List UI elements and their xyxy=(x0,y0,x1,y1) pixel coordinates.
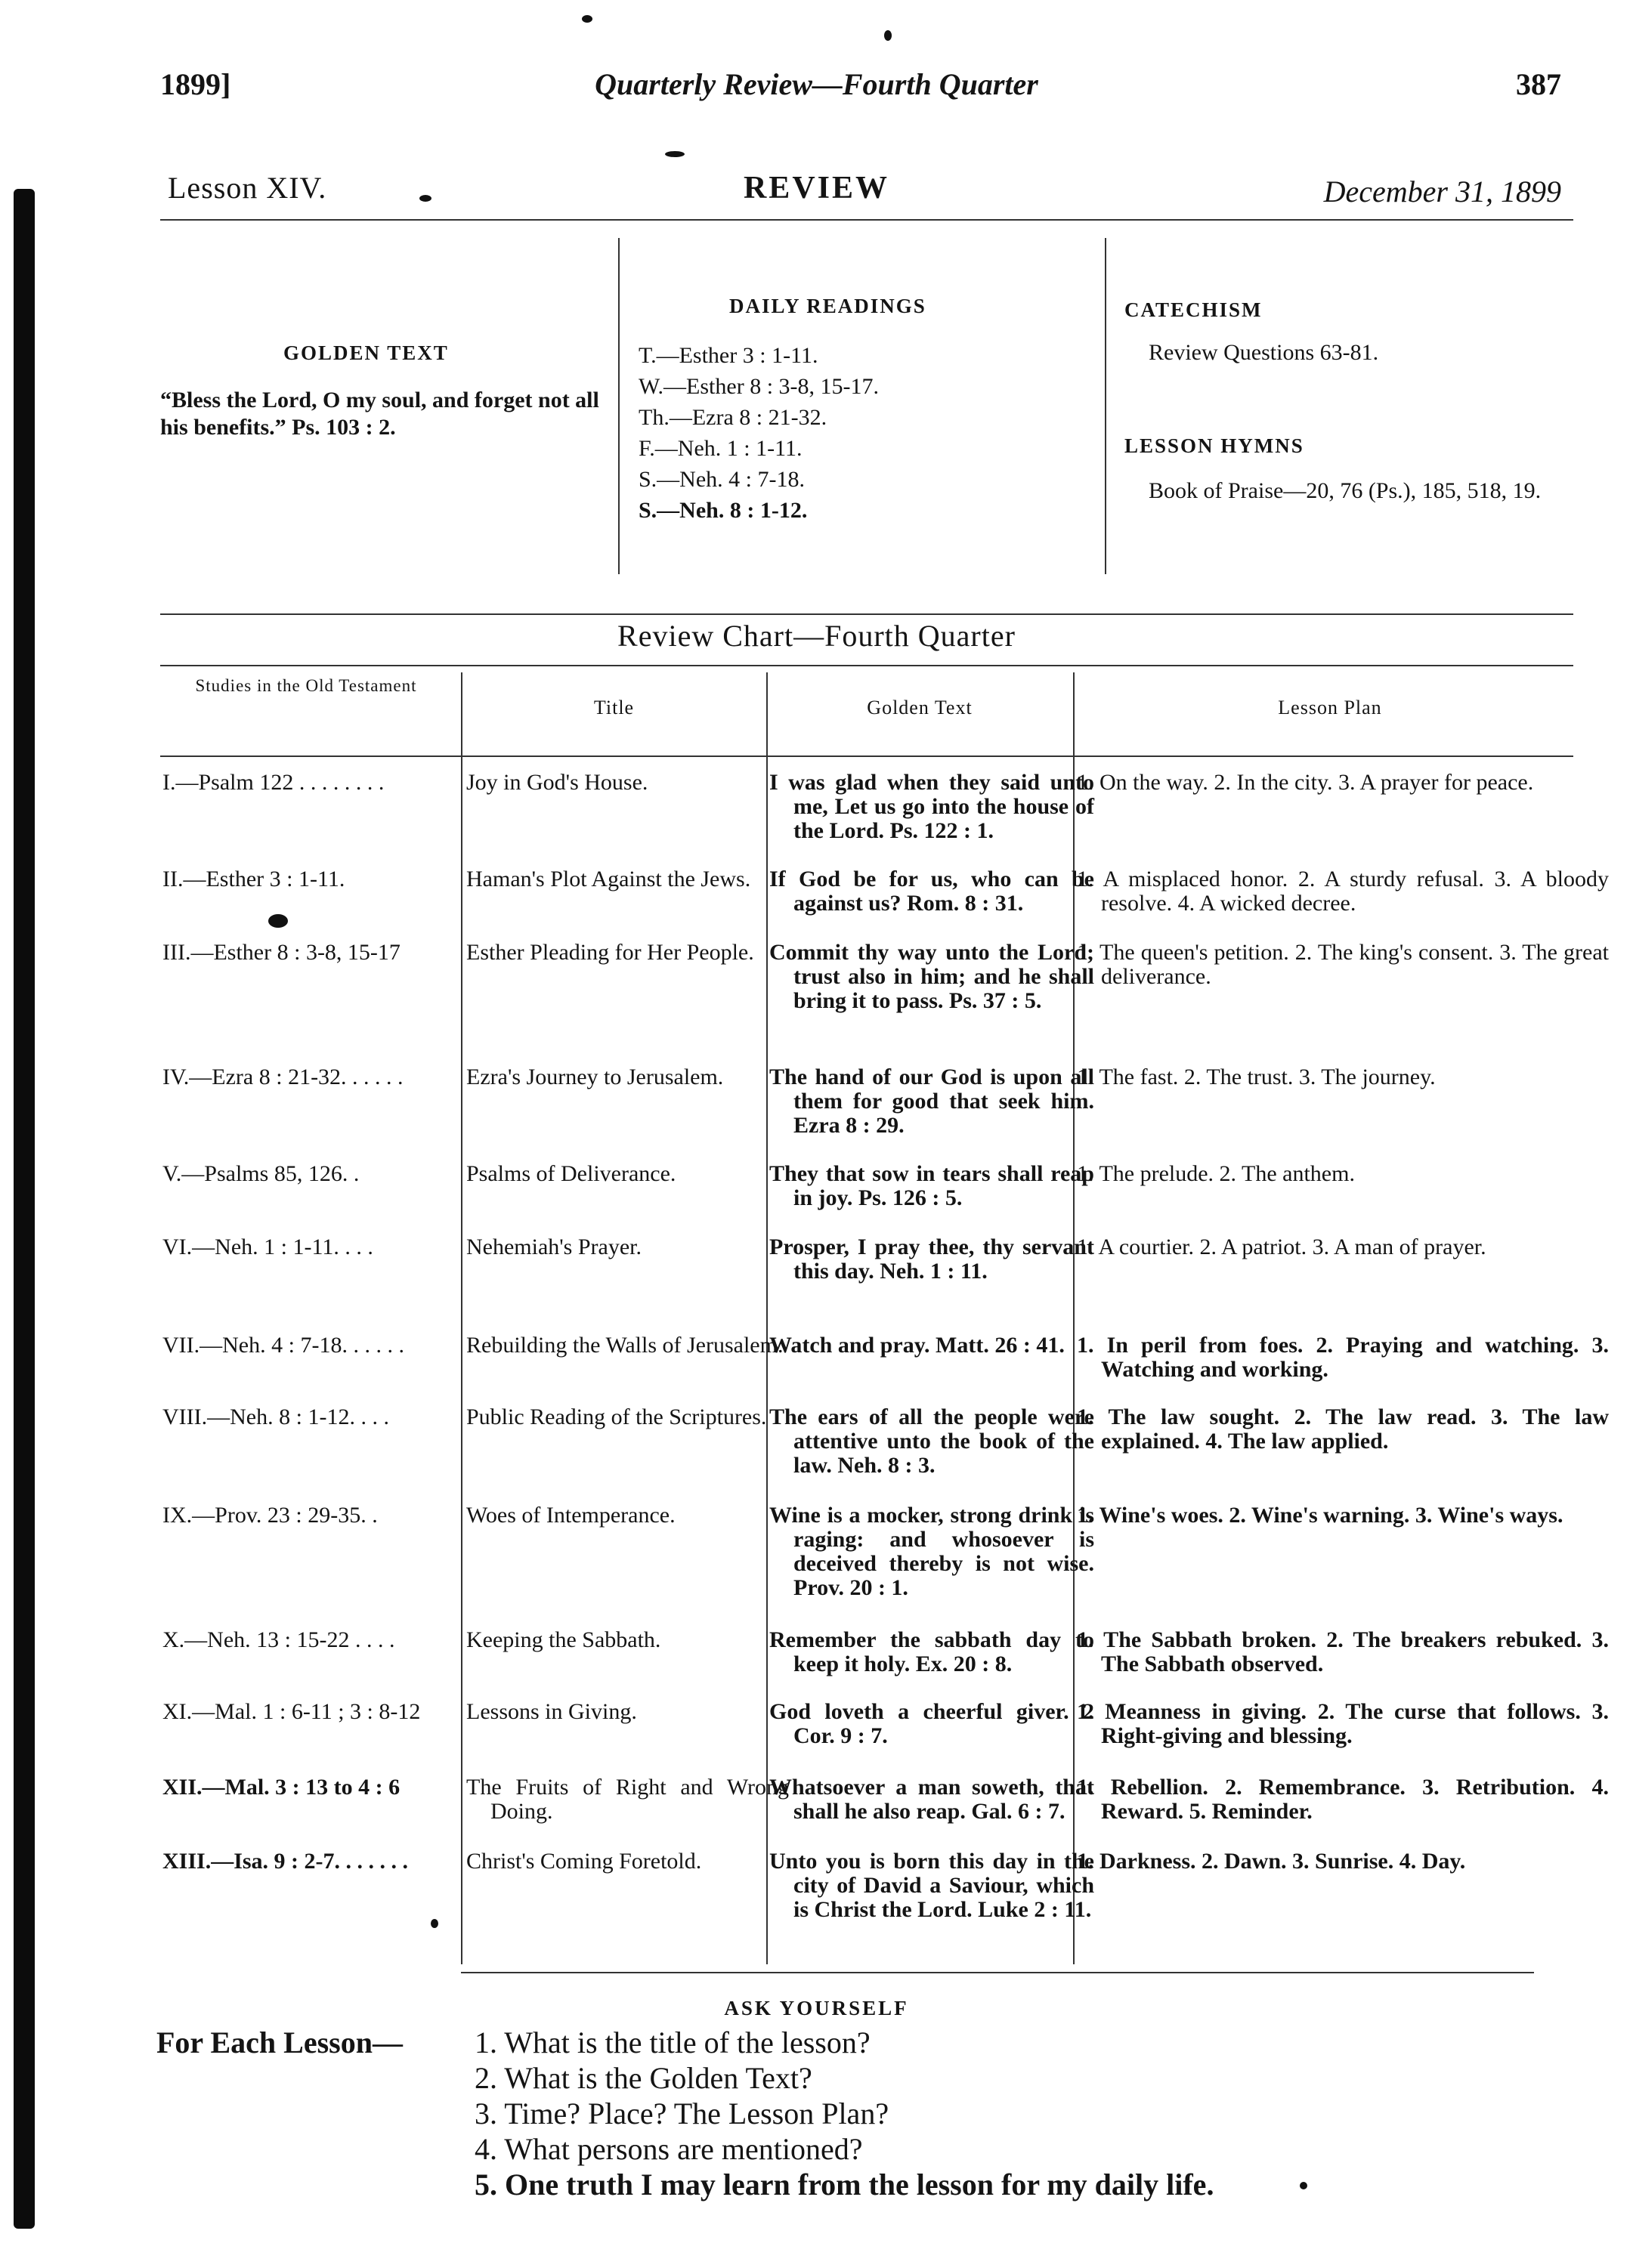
chart-row-golden-text: God loveth a cheerful giver. 2 Cor. 9 : 7. xyxy=(769,1699,1094,1748)
divider-chart xyxy=(160,613,1573,615)
chart-row-title: Nehemiah's Prayer. xyxy=(466,1234,642,1259)
catechism-text: Review Questions 63-81. xyxy=(1149,340,1379,365)
chart-row-study: IX.—Prov. 23 : 29-35. . xyxy=(162,1503,378,1528)
chart-row-title: Christ's Coming Foretold. xyxy=(466,1849,702,1874)
chart-row-title: Haman's Plot Against the Jews. xyxy=(466,867,751,891)
chart-row-study: VII.—Neh. 4 : 7-18. . . . . . xyxy=(162,1333,404,1358)
daily-readings-heading: DAILY READINGS xyxy=(729,295,926,317)
chart-row-title: Keeping the Sabbath. xyxy=(466,1627,661,1652)
chart-row-study: VI.—Neh. 1 : 1-11. . . . xyxy=(162,1234,373,1259)
info-divider-1 xyxy=(618,238,620,574)
chart-row-golden-text: Wine is a mocker, strong drink is raging: and whosoever is deceived thereby is not wise. Prov. 20 : 1. xyxy=(769,1503,1094,1600)
column-header-lesson-plan: Lesson Plan xyxy=(1278,697,1382,718)
chart-row-title: The Fruits of Right and Wrong Doing. xyxy=(466,1775,789,1824)
chart-row-plan: 1. The law sought. 2. The law read. 3. The law explained. 4. The law applied. xyxy=(1077,1404,1609,1454)
chart-row-study: V.—Psalms 85, 126. . xyxy=(162,1161,360,1186)
chart-top-rule xyxy=(160,665,1573,666)
chart-row-golden-text: Commit thy way unto the Lord; trust also in him; and he shall bring it to pass. Ps. 37 : 5. xyxy=(769,940,1094,1013)
scan-speck xyxy=(665,151,685,157)
chart-row-golden-text: Whatsoever a man soweth, that shall he also reap. Gal. 6 : 7. xyxy=(769,1775,1094,1824)
chart-row-plan: 1. The queen's petition. 2. The king's consent. 3. The great deliverance. xyxy=(1077,940,1609,989)
chart-row-study: II.—Esther 3 : 1-11. xyxy=(162,867,345,891)
scan-speck xyxy=(1300,2182,1307,2189)
scan-speck xyxy=(582,15,592,23)
chart-row-golden-text: The hand of our God is upon all them for good that seek him. Ezra 8 : 29. xyxy=(769,1064,1094,1138)
daily-reading-item: F.—Neh. 1 : 1-11. xyxy=(639,436,803,461)
chart-row-plan: 1. A misplaced honor. 2. A sturdy refusal. 3. A bloody resolve. 4. A wicked decree. xyxy=(1077,867,1609,916)
daily-reading-item: Th.—Ezra 8 : 21-32. xyxy=(639,405,827,430)
page-binding-edge xyxy=(14,189,35,2229)
chart-row-plan: 1. Meanness in giving. 2. The curse that follows. 3. Right-giving and blessing. xyxy=(1077,1699,1609,1748)
chart-row-title: Psalms of Deliverance. xyxy=(466,1161,676,1186)
chart-row-plan: 1. The prelude. 2. The anthem. xyxy=(1077,1161,1355,1186)
chart-row-plan: 1. The fast. 2. The trust. 3. The journey. xyxy=(1077,1064,1436,1089)
chart-row-golden-text: Prosper, I pray thee, thy servant this day. Neh. 1 : 11. xyxy=(769,1234,1094,1284)
question-item: 3. Time? Place? The Lesson Plan? xyxy=(475,2097,889,2130)
scan-speck xyxy=(431,1919,438,1928)
lesson-date: December 31, 1899 xyxy=(1323,175,1561,209)
divider-top xyxy=(160,219,1573,221)
chart-row-study: X.—Neh. 13 : 15-22 . . . . xyxy=(162,1627,395,1652)
scan-speck xyxy=(884,30,892,41)
golden-text-body: “Bless the Lord, O my soul, and forget not all his benefits.” Ps. 103 : 2. xyxy=(160,388,599,440)
daily-reading-item: W.—Esther 8 : 3-8, 15-17. xyxy=(639,374,880,399)
chart-row-plan: 1. Darkness. 2. Dawn. 3. Sunrise. 4. Day. xyxy=(1077,1849,1466,1874)
question-item: 5. One truth I may learn from the lesson for my daily life. xyxy=(475,2168,1214,2202)
chart-row-golden-text: Watch and pray. Matt. 26 : 41. xyxy=(769,1333,1065,1358)
daily-reading-item: S.—Neh. 4 : 7-18. xyxy=(639,467,805,492)
chart-row-golden-text: Remember the sabbath day to keep it holy. Ex. 20 : 8. xyxy=(769,1627,1094,1676)
question-item: 4. What persons are mentioned? xyxy=(475,2132,863,2166)
chart-row-plan: 1. Rebellion. 2. Remembrance. 3. Retribution. 4. Reward. 5. Reminder. xyxy=(1077,1775,1609,1824)
chart-row-plan: 1. A courtier. 2. A patriot. 3. A man of prayer. xyxy=(1077,1234,1486,1259)
chart-row-plan: 1. In peril from foes. 2. Praying and watching. 3. Watching and working. xyxy=(1077,1333,1609,1382)
running-title: Quarterly Review—Fourth Quarter xyxy=(595,67,1038,101)
column-header-title: Title xyxy=(593,697,635,718)
chart-row-plan: 1. On the way. 2. In the city. 3. A prayer for peace. xyxy=(1077,770,1534,795)
chart-row-title: Ezra's Journey to Jerusalem. xyxy=(466,1064,724,1089)
chart-row-golden-text: I was glad when they said unto me, Let us go into the house of the Lord. Ps. 122 : 1. xyxy=(769,770,1094,843)
chart-row-title: Esther Pleading for Her People. xyxy=(466,940,754,965)
chart-col-divider-1 xyxy=(461,672,462,1964)
chart-row-study: I.—Psalm 122 . . . . . . . . xyxy=(162,770,385,795)
column-header-studies: Studies in the Old Testament xyxy=(195,676,417,695)
daily-readings-list xyxy=(639,340,879,526)
column-header-golden-text: Golden Text xyxy=(867,697,973,718)
chart-row-title: Joy in God's House. xyxy=(466,770,648,795)
lesson-hymns-text: Book of Praise—20, 76 (Ps.), 185, 518, 19. xyxy=(1149,478,1542,503)
chart-row-title: Woes of Intemperance. xyxy=(466,1503,676,1528)
lesson-hymns-heading: LESSON HYMNS xyxy=(1124,434,1304,457)
chart-bottom-rule xyxy=(461,1972,1534,1973)
review-chart-title: Review Chart—Fourth Quarter xyxy=(617,619,1016,653)
chart-row-study: XII.—Mal. 3 : 13 to 4 : 6 xyxy=(162,1775,401,1800)
header-year: 1899] xyxy=(160,67,231,101)
chart-row-golden-text: The ears of all the people were attentive unto the book of the law. Neh. 8 : 3. xyxy=(769,1404,1094,1478)
chart-row-golden-text: Unto you is born this day in the city of David a Saviour, which is Christ the Lord. Luke 2 : 11. xyxy=(769,1849,1094,1922)
chart-row-study: IV.—Ezra 8 : 21-32. . . . . . xyxy=(162,1064,404,1089)
daily-reading-item: S.—Neh. 8 : 1-12. xyxy=(639,498,808,523)
catechism-heading: CATECHISM xyxy=(1124,298,1263,321)
chart-header-rule xyxy=(160,755,1573,757)
chart-row-golden-text: If God be for us, who can be against us? Rom. 8 : 31. xyxy=(769,867,1094,916)
chart-row-study: XIII.—Isa. 9 : 2-7. . . . . . . xyxy=(162,1849,409,1874)
scan-speck xyxy=(419,195,431,202)
lesson-number: Lesson XIV. xyxy=(168,171,327,205)
golden-text-heading: GOLDEN TEXT xyxy=(283,341,449,364)
daily-reading-item: T.—Esther 3 : 1-11. xyxy=(639,343,818,368)
lesson-title: REVIEW xyxy=(743,171,890,205)
page-number: 387 xyxy=(1516,67,1561,101)
chart-col-divider-2 xyxy=(766,672,768,1964)
chart-row-title: Rebuilding the Walls of Jerusalem. xyxy=(466,1333,784,1358)
scan-speck xyxy=(268,914,288,928)
chart-row-plan: 1. The Sabbath broken. 2. The breakers rebuked. 3. The Sabbath observed. xyxy=(1077,1627,1609,1676)
info-divider-2 xyxy=(1105,238,1106,574)
chart-row-golden-text: They that sow in tears shall reap in joy. Ps. 126 : 5. xyxy=(769,1161,1094,1210)
chart-row-plan: 1. Wine's woes. 2. Wine's warning. 3. Wine's ways. xyxy=(1077,1503,1563,1528)
question-item: 1. What is the title of the lesson? xyxy=(475,2025,871,2059)
for-each-lesson-label: For Each Lesson— xyxy=(156,2025,403,2059)
chart-row-study: XI.—Mal. 1 : 6-11 ; 3 : 8-12 xyxy=(162,1699,421,1724)
ask-yourself-heading: ASK YOURSELF xyxy=(724,1997,909,2019)
chart-row-study: VIII.—Neh. 8 : 1-12. . . . xyxy=(162,1404,389,1429)
chart-row-study: III.—Esther 8 : 3-8, 15-17 xyxy=(162,940,401,965)
chart-row-title: Public Reading of the Scriptures. xyxy=(466,1404,767,1429)
chart-row-title: Lessons in Giving. xyxy=(466,1699,637,1724)
question-item: 2. What is the Golden Text? xyxy=(475,2061,812,2095)
